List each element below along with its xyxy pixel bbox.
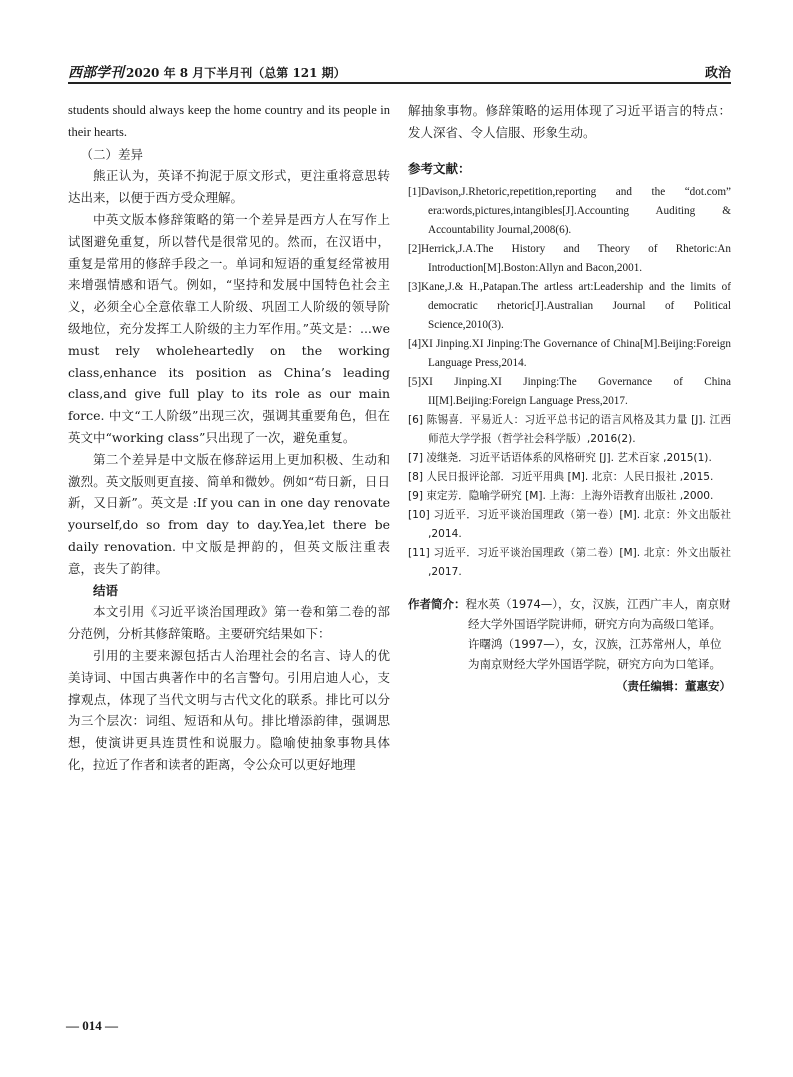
paragraph: 本文引用《习近平谈治国理政》第一卷和第二卷的部分范例，分析其修辞策略。主要研究结果如下： — [68, 604, 390, 642]
paragraph: students should always keep the home country and its people in their hearts. — [68, 103, 390, 139]
paragraph: 引用的主要来源包括古人治理社会的名言、诗人的优美诗词、中国古典著作中的名言警句。引用启迪人心，支撑观点，体现了当代文明与古代文化的联系。排比可以分为三个层次：词组、短语和从句。排比增添韵律，强调思想，使演讲更具连贯性和说服力。隐喻使抽象事物具体化，拉近了作者和读者的距离，令公众可以更好地理 — [68, 647, 390, 772]
paragraph: 第二个差异是中文版在修辞运用上更加积极、生动和激烈。英文版则更直接、简单和微妙。例如“苟日新，日日新，又日新”。英文是 :If you can in one day renovate yourself,do so from day to day.Yea,let there be daily renovation. 中文版是押韵的，但英文版注重表意，丧失了韵律。 — [68, 451, 390, 576]
conclusion-heading: 结语 — [93, 582, 119, 598]
reference-item: [1]Davison,J.Rhetoric,repetition,reporting and the “dot.com” era:words,pictures,intangibles[J].Accounting Auditing & Accountability Journal,2008(6). — [408, 186, 731, 237]
left-column — [68, 100, 390, 776]
reference-item: [10] 习近平．习近平谈治国理政（第一卷）[M]. 北京：外文出版社 ,2014. — [408, 509, 731, 541]
issue-info: 2020 年 8 月下半月刊（总第 121 期） — [126, 66, 346, 80]
reference-item: [8] 人民日报评论部．习近平用典 [M]. 北京：人民日报社 ,2015. — [408, 471, 714, 484]
references-heading: 参考文献： — [408, 160, 471, 176]
author-label: 作者简介： — [408, 597, 466, 612]
section-subheading: （二）差异 — [80, 146, 144, 162]
journal-info — [68, 62, 346, 82]
reference-item: [5]XI Jinping.XI Jinping:The Governance of China II[M].Beijing:Foreign Language Press,2017. — [408, 376, 731, 408]
journal-logo: 西部学刊 — [68, 65, 124, 81]
page-header — [68, 58, 731, 84]
page-number: — 014 — — [66, 1018, 118, 1033]
editor-credit: （责任编辑：董惠安） — [616, 679, 731, 694]
author-2: 许曙鸿（1997—），女，汉族，江苏常州人，单位为南京财经大学外国语学院，研究方向为口笔译。 — [468, 637, 722, 672]
paragraph: 中英文版本修辞策略的第一个差异是西方人在写作上试图避免重复，所以替代是很常见的。然而，在汉语中，重复是常用的修辞手段之一。单词和短语的重复经常被用来增强情感和语气。例如，“坚持和发展中国特色社会主义，必须全心全意依靠工人阶级、巩固工人阶级的领导阶级地位，充分发挥工人阶级的主力军作用。”英文是：...we must rely wholeheartedly on the working class,enhance its position as China’s leading class,and give full play to its role as our main force. 中文“工人阶级”出现三次，强调其重要角色，但在英文中“working class”只出现了一次，避免重复。 — [68, 211, 390, 445]
author-1: 程水英（1974—），女，汉族，江西广丰人，南京财经大学外国语学院讲师，研究方向为高级口笔译。 — [465, 597, 731, 632]
reference-item: [4]XI Jinping.XI Jinping:The Governance of China[M].Beijing:Foreign Language Press,2014. — [408, 338, 731, 370]
right-column — [408, 100, 731, 698]
section-label: 政治 — [704, 66, 731, 81]
header-rule — [68, 82, 731, 84]
reference-item: [6] 陈锡喜．平易近人：习近平总书记的语言风格及其力量 [J]. 江西师范大学学报（哲学社会科学版）,2016(2). — [408, 414, 731, 446]
reference-item: [3]Kane,J.& H.,Patapan.The artless art:Leadership and the limits of democratic rhetoric[J].Australian Journal of Political Science,2010(3). — [408, 281, 731, 332]
author-bio — [408, 594, 731, 674]
reference-item: [9] 束定芳．隐喻学研究 [M]. 上海：上海外语教育出版社 ,2000. — [408, 490, 714, 503]
reference-item: [11] 习近平．习近平谈治国理政（第二卷）[M]. 北京：外文出版社 ,2017. — [408, 547, 731, 579]
paragraph: 熊正认为，英译不拘泥于原文形式，更注重将意思转达出来，以便于西方受众理解。 — [68, 168, 390, 206]
reference-item: [7] 凌继尧．习近平话语体系的风格研究 [J]. 艺术百家 ,2015(1). — [408, 452, 712, 465]
reference-item: [2]Herrick,J.A.The History and Theory of Rhetoric:An Introduction[M].Boston:Allyn and Bacon,2001. — [408, 243, 731, 275]
paragraph: 解抽象事物。修辞策略的运用体现了习近平语言的特点：发人深省、令人信服、形象生动。 — [408, 103, 731, 140]
